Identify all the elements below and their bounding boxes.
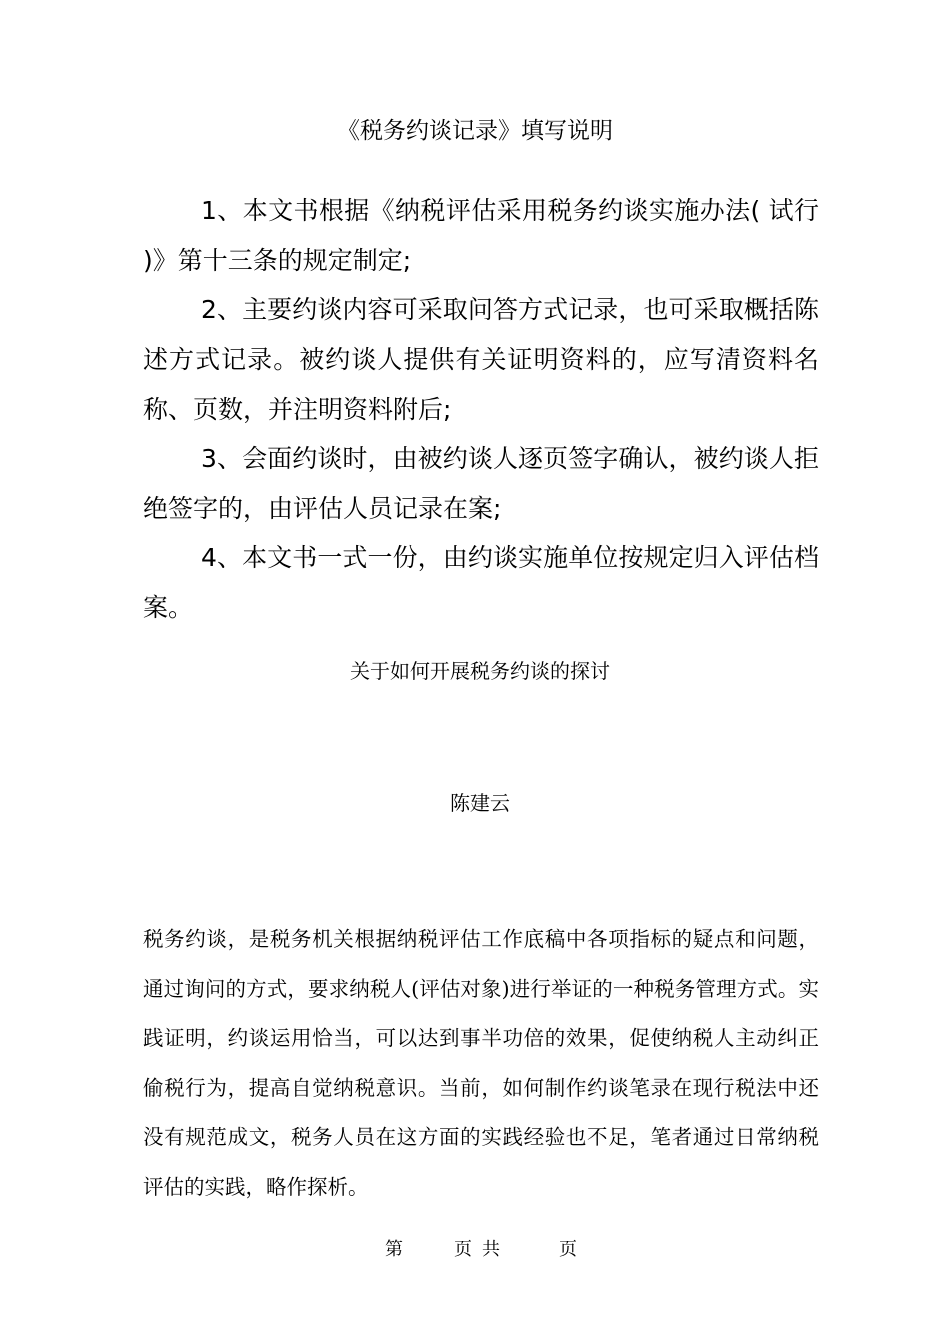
instruction-item-1: 1、本文书根据《纳税评估采用税务约谈实施办法( 试行 )》第十三条的规定制定;	[143, 196, 819, 275]
footer-page-suffix: 页	[454, 1239, 472, 1260]
instruction-item-4: 4、本文书一式一份，由约谈实施单位按规定归入评估档案。	[143, 543, 819, 622]
article-title: 关于如何开展税务约谈的探讨	[350, 659, 610, 683]
instruction-item-2: 2、主要约谈内容可采取问答方式记录，也可采取概括陈述方式记录。被约谈人提供有关证明资料的，应写清资料名称、页数，并注明资料附后;	[143, 295, 819, 424]
footer-page-prefix: 第	[385, 1239, 403, 1260]
instruction-item-3: 3、会面约谈时，由被约谈人逐页签字确认，被约谈人拒绝签字的，由评估人员记录在案;	[143, 444, 819, 523]
footer-total-suffix: 页	[559, 1239, 577, 1260]
form-instructions-title: 《税务约谈记录》填写说明	[337, 118, 613, 144]
footer-total-prefix: 共	[482, 1239, 500, 1260]
article-paragraph: 税务约谈，是税务机关根据纳税评估工作底稿中各项指标的疑点和问题，通过询问的方式，要求纳税人(评估对象)进行举证的一种税务管理方式。实践证明，约谈运用恰当，可以达到事半功倍的效果，促使纳税人主动纠正偷税行为，提高自觉纳税意识。当前，如何制作约谈笔录在现行税法中还没有规范成文，税务人员在这方面的实践经验也不足，笔者通过日常纳税评估的实践，略作探析。	[143, 927, 819, 1199]
article-author: 陈建云	[450, 791, 510, 815]
